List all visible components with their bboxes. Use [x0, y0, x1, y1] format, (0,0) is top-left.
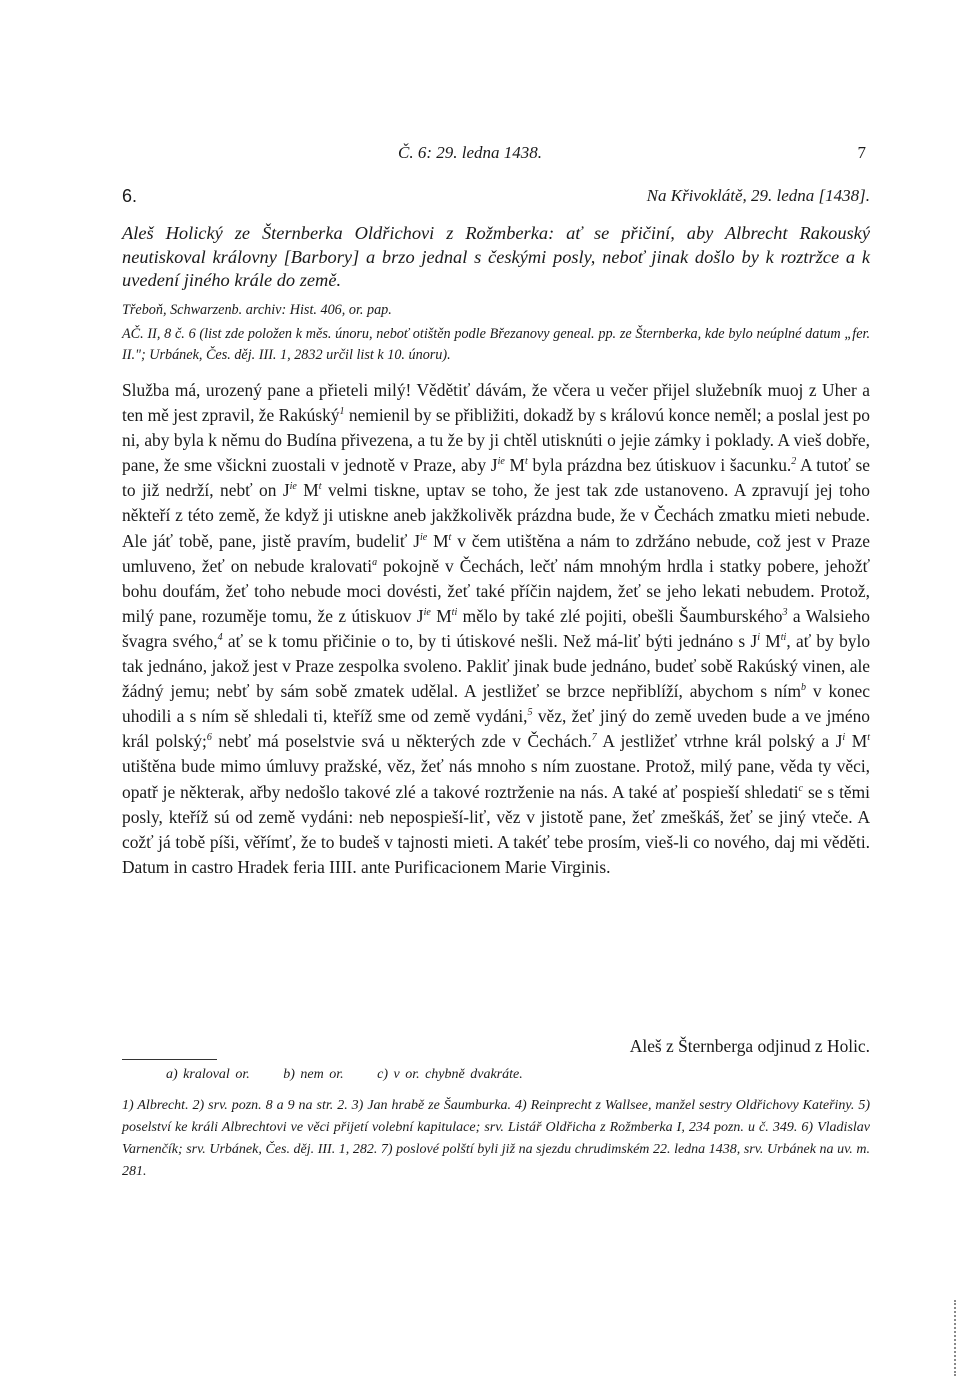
footnote-ref: 5 [527, 707, 533, 719]
abbrev-sup: t [867, 732, 871, 744]
footnote-ref: 1 [339, 406, 345, 418]
textnote-ref: a [372, 556, 378, 568]
letter-segment: pokojně v Čechách, lečť nám mnohým hrdla i statky pobere, jehožť bohu doufám, žeť toho nebude moci dovésti, žeť také příčin najdem, žeť se jeho lekati nebudem. Protož, milý pane, rozuměje tomu, že z útiskuov J [122, 555, 870, 626]
letter-segment: M [430, 605, 452, 626]
abbrev-sup: ie [289, 481, 297, 493]
letter-segment: M [760, 630, 781, 651]
letter-segment: nemienil by se přibližiti, dokadž by s královú konce neměl; a poslal jest po ni, aby byla k němu do Budína přivezena, a tu že by ji chtěl utisknúti o jejie zámky i poklady. A vieš dobře, pane, že sme všickni zuostali v jednotě v Praze, aby J [122, 405, 870, 476]
abbrev-sup: i [757, 632, 761, 644]
letter-segment: a Walsieho švagra svého, [122, 605, 870, 651]
letter-segment: utištěna bude mimo úmluvy pražské, věz, žeť nás mnoho s ním zuostane. Protož, milý pane, věda ty věci, opatř je některak, ařby nedošlo takové zlé a takové roztrženie na nás. A také ať pospieší shledati [122, 756, 870, 802]
letter-segment: , ať by bylo tak jednáno, jakož jest v Praze zespolka svoleno. Pakliť jinak bude jednáno, budeť sobě Rakúský vinen, ale žádný jemu; nebť by sám sobě zmatek udělal. A jestližeť se brzce nepřiblíží, abychom s ním [122, 630, 871, 702]
signature: Aleš z Šternberga odjinud z Holic. [629, 1036, 870, 1056]
text-note-c: c) v or. chybně dvakráte. [377, 1067, 523, 1082]
footnote-divider [122, 1059, 217, 1060]
letter-segment: byla prázdna bez útiskuov i šacunku. [527, 455, 792, 476]
regest: Aleš Holický ze Šternberka Oldřichovi z Rožmberka: ať se přičiní, aby Albrecht Rakouský neutiskoval královny [Barbory] a brzo jednal s českými posly, neboť jinak došlo by k roztržce a k uvedení jiného krále do země. [122, 223, 870, 290]
text-notes [166, 1067, 523, 1083]
footnote-ref: 6 [206, 732, 212, 744]
text-note-b: b) nem or. [283, 1067, 344, 1082]
abbrev-sup: t [448, 531, 452, 543]
letter-segment: mělo by také zlé pojiti, obešli Šaumburského [457, 605, 783, 626]
letter-segment: M [427, 530, 449, 551]
letter-segment: velmi tiskne, uptav se toho, že jest tak zde ustanoveno. A zpravují jej toho někteří z této země, že když ji utiskne aneb jakžkolivěk prázdna bude, že v Čechách zmatku mieti nebude. Ale jáť tobě, pane, jistě pravím, budeliť J [122, 480, 870, 551]
archive-edition: AČ. II, 8 č. 6 (list zde položen k měs. únoru, neboť otištěn podle Březanovy geneal. pp. ze Šternberka, kde bylo neúplné datum „fer. II."; Urbánek, Čes. děj. III. 1, 2832 určil list k 10. únoru). [122, 326, 870, 363]
letter-segment: Služba má, urozený pane a přieteli milý! Vědětiť dávám, že včera u večer přijel služebník muoj z Uher a ten mě jest zpravil, že Rakúský [122, 380, 870, 426]
footnotes: 1) Albrecht. 2) srv. pozn. 8 a 9 na str. 2. 3) Jan hrabě ze Šaumburka. 4) Reinprecht z Wallsee, manžel sestry Oldřichovy Kateřiny. 5) poselství ke králi Albrechtovi ve věci přijetí volební kapitulace; srv. Listář Oldřicha z Rožmberka I, 234 pozn. u č. 349. 6) Vladislav Varnenčík; srv. Urbánek, Čes. děj. III. 1, 282. 7) poslové polští byli již na sjezdu chrudimském 22. ledna 1438, srv. Urbánek na uv. m. 281. [122, 1098, 870, 1179]
letter-segment: M [296, 480, 319, 501]
page-number: 7 [857, 143, 866, 162]
abbrev-sup: ie [497, 456, 505, 468]
footnote-ref: 3 [782, 607, 788, 619]
abbrev-sup: t [318, 481, 322, 493]
footnote-ref: 4 [217, 632, 223, 644]
textnote-ref: b [801, 682, 807, 694]
footnote-ref: 7 [591, 732, 597, 744]
letter-segment: v čem utištěna a nám to zdržáno nebude, což jest v Praze umluveno, žeť on nebude kralovati [122, 530, 870, 576]
footnote-ref: 2 [791, 456, 797, 468]
abbrev-sup: ie [423, 607, 431, 619]
text-note-a: a) kraloval or. [166, 1067, 250, 1082]
place-date: Na Křivoklátě, 29. ledna [1438]. [646, 186, 870, 205]
letter-text [122, 378, 870, 880]
abbrev-sup: t [524, 456, 528, 468]
archive-source: Třeboň, Schwarzenb. archiv: Hist. 406, or. pap. [122, 302, 392, 318]
abbrev-sup: ti [780, 632, 787, 644]
letter-segment: nebť má poselstvie svá u některých zde v Čechách. [211, 731, 592, 752]
letter-segment: se s těmi posly, kteříž sú od země vydáni: neb nepospieší-liť, věz v jistotě pane, žeť zmeškáš, žeť se jiný vteče. A cožť já tobě píši, věřímť, že to budeš v tajnosti mieti. A takéť tebe prosím, vieš-li co nového, daj mi věděti. Datum in castro Hradek feria IIII. ante Purificacionem Marie Virginis. [122, 781, 870, 877]
textnote-ref: c [798, 782, 803, 794]
letter-segment: M [845, 731, 868, 752]
letter-segment: v konec uhodili a s ním sě shledali ti, kteříž sme od země vydáni, [122, 681, 870, 727]
archive-notes [122, 300, 870, 366]
abbrev-sup: ti [451, 607, 458, 619]
scan-edge-mark [954, 1300, 960, 1376]
document-number: 6. [122, 186, 138, 206]
abbrev-sup: i [842, 732, 846, 744]
letter-segment: A tutoť se to již nedrží, nebť on J [122, 455, 870, 501]
letter-segment: A jestližeť vtrhne král polský a J [596, 731, 843, 752]
letter-segment: věz, žeť jiný do země uveden bude a ve jméno král polský; [122, 706, 870, 752]
letter-segment: ať se k tomu přičinie o to, by ti útiskové nešli. Než má-liť býti jednáno s J [222, 630, 758, 651]
abbrev-sup: ie [419, 531, 428, 543]
running-head-text: Č. 6: 29. ledna 1438. [398, 143, 543, 162]
letter-segment: M [504, 455, 525, 476]
